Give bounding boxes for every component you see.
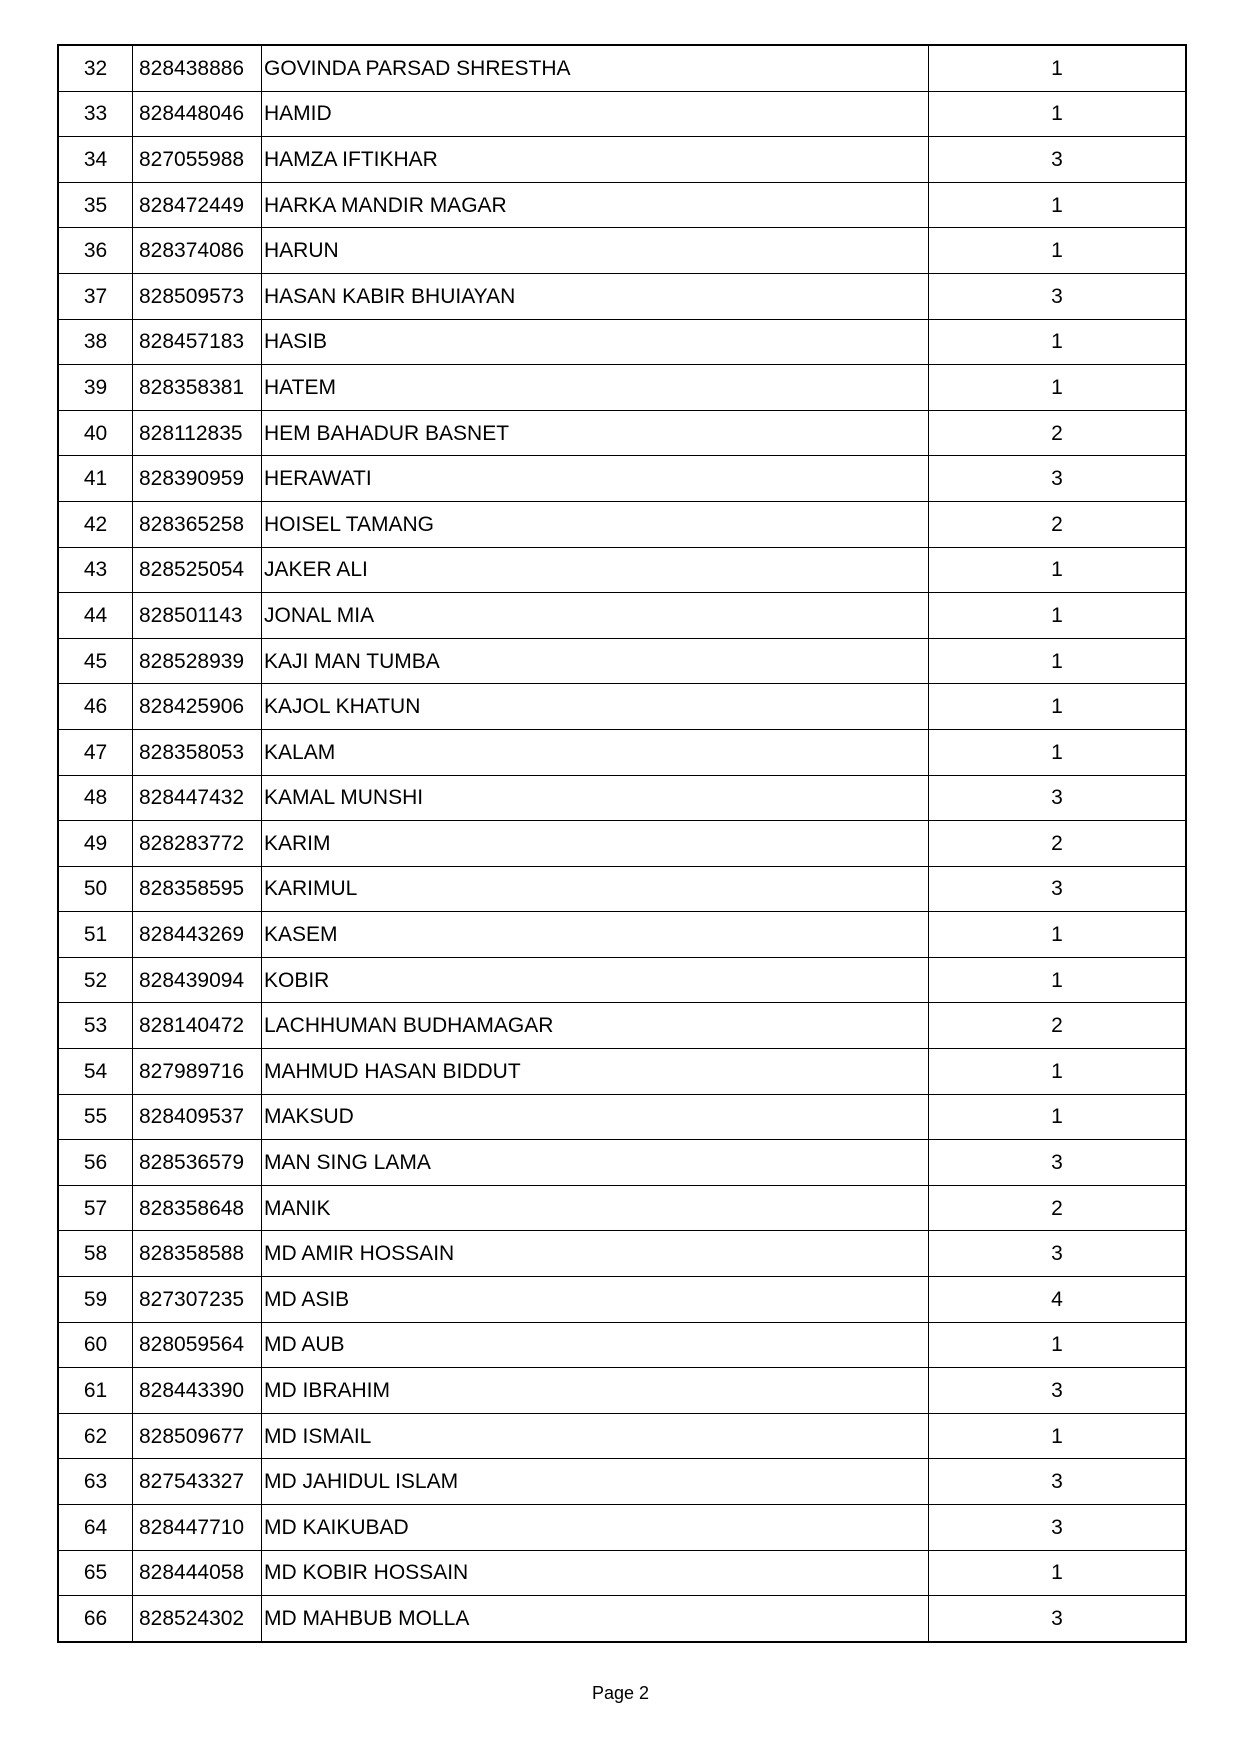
count-cell: 3 [929,137,1187,183]
person-name-cell: HARKA MANDIR MAGAR [262,182,929,228]
person-name-cell: JAKER ALI [262,547,929,593]
id-number-cell: 828358053 [133,729,262,775]
count-cell: 1 [929,684,1187,730]
table-row [58,684,1186,730]
count-cell: 2 [929,501,1187,547]
id-number-cell: 828059564 [133,1322,262,1368]
table-row [58,319,1186,365]
row-number-cell: 52 [58,957,133,1003]
id-number-cell: 828409537 [133,1094,262,1140]
page-number: Page 2 [591,1683,650,1703]
count-cell: 1 [929,182,1187,228]
id-number-cell: 828365258 [133,501,262,547]
person-name-cell: MD AUB [262,1322,929,1368]
row-number-cell: 65 [58,1550,133,1596]
person-name-cell: KASEM [262,912,929,958]
row-number-cell: 36 [58,228,133,274]
id-number-cell: 827543327 [133,1459,262,1505]
id-number-cell: 828501143 [133,593,262,639]
id-number-cell: 828536579 [133,1140,262,1186]
person-name-cell: MD KAIKUBAD [262,1505,929,1551]
person-name-cell: KALAM [262,729,929,775]
id-number-cell: 828472449 [133,182,262,228]
row-number-cell: 50 [58,866,133,912]
id-number-cell: 828439094 [133,957,262,1003]
row-number-cell: 37 [58,273,133,319]
row-number-cell: 63 [58,1459,133,1505]
person-name-cell: MAHMUD HASAN BIDDUT [262,1049,929,1095]
table-row [58,775,1186,821]
table-row [58,1185,1186,1231]
row-number-cell: 49 [58,821,133,867]
count-cell: 3 [929,1596,1187,1642]
table-row [58,1550,1186,1596]
id-number-cell: 828509573 [133,273,262,319]
row-number-cell: 41 [58,456,133,502]
row-number-cell: 33 [58,91,133,137]
person-name-cell: KAJI MAN TUMBA [262,638,929,684]
count-cell: 2 [929,410,1187,456]
id-number-cell: 828524302 [133,1596,262,1642]
id-number-cell: 828425906 [133,684,262,730]
table-row [58,593,1186,639]
count-cell: 1 [929,1049,1187,1095]
table-row [58,45,1186,91]
person-name-cell: KARIMUL [262,866,929,912]
row-number-cell: 34 [58,137,133,183]
person-name-cell: MD IBRAHIM [262,1368,929,1414]
row-number-cell: 66 [58,1596,133,1642]
table-row [58,1140,1186,1186]
person-name-cell: MAKSUD [262,1094,929,1140]
table-row [58,228,1186,274]
id-number-cell: 828443269 [133,912,262,958]
row-number-cell: 44 [58,593,133,639]
table-row [58,912,1186,958]
table-row [58,1459,1186,1505]
person-name-cell: HATEM [262,365,929,411]
table-row [58,638,1186,684]
id-number-cell: 828390959 [133,456,262,502]
count-cell: 3 [929,1505,1187,1551]
table-row [58,729,1186,775]
person-name-cell: MD ASIB [262,1277,929,1323]
count-cell: 1 [929,1322,1187,1368]
count-cell: 1 [929,729,1187,775]
count-cell: 3 [929,1231,1187,1277]
id-number-cell: 828457183 [133,319,262,365]
table-row [58,365,1186,411]
person-name-cell: MAN SING LAMA [262,1140,929,1186]
row-number-cell: 42 [58,501,133,547]
count-cell: 1 [929,547,1187,593]
table-row [58,273,1186,319]
count-cell: 2 [929,821,1187,867]
person-name-cell: GOVINDA PARSAD SHRESTHA [262,45,929,91]
row-number-cell: 53 [58,1003,133,1049]
id-number-cell: 828509677 [133,1413,262,1459]
id-number-cell: 828374086 [133,228,262,274]
count-cell: 3 [929,1368,1187,1414]
table-row [58,866,1186,912]
table-row [58,1505,1186,1551]
count-cell: 3 [929,273,1187,319]
table-row [58,1277,1186,1323]
table-row [58,501,1186,547]
person-name-cell: KARIM [262,821,929,867]
id-number-cell: 828358648 [133,1185,262,1231]
person-name-cell: HEM BAHADUR BASNET [262,410,929,456]
count-cell: 3 [929,1459,1187,1505]
count-cell: 1 [929,365,1187,411]
row-number-cell: 40 [58,410,133,456]
person-name-cell: MD KOBIR HOSSAIN [262,1550,929,1596]
person-name-cell: KOBIR [262,957,929,1003]
count-cell: 1 [929,957,1187,1003]
row-number-cell: 57 [58,1185,133,1231]
row-number-cell: 51 [58,912,133,958]
count-cell: 1 [929,1094,1187,1140]
person-name-cell: MD MAHBUB MOLLA [262,1596,929,1642]
row-number-cell: 32 [58,45,133,91]
row-number-cell: 43 [58,547,133,593]
table-row [58,410,1186,456]
table-row [58,182,1186,228]
table-row [58,1368,1186,1414]
table-row [58,821,1186,867]
id-number-cell: 828447710 [133,1505,262,1551]
id-number-cell: 828448046 [133,91,262,137]
table-row [58,1231,1186,1277]
row-number-cell: 58 [58,1231,133,1277]
id-number-cell: 828358588 [133,1231,262,1277]
count-cell: 3 [929,456,1187,502]
row-number-cell: 39 [58,365,133,411]
person-name-cell: MD AMIR HOSSAIN [262,1231,929,1277]
row-number-cell: 61 [58,1368,133,1414]
id-number-cell: 828525054 [133,547,262,593]
row-number-cell: 45 [58,638,133,684]
table-row [58,91,1186,137]
count-cell: 1 [929,1550,1187,1596]
count-cell: 1 [929,319,1187,365]
table-row [58,1322,1186,1368]
person-name-cell: MD ISMAIL [262,1413,929,1459]
table-row [58,456,1186,502]
table-row [58,1413,1186,1459]
person-name-cell: MD JAHIDUL ISLAM [262,1459,929,1505]
count-cell: 4 [929,1277,1187,1323]
table-row [58,957,1186,1003]
count-cell: 1 [929,593,1187,639]
person-name-cell: HARUN [262,228,929,274]
count-cell: 2 [929,1003,1187,1049]
count-cell: 1 [929,638,1187,684]
count-cell: 1 [929,91,1187,137]
row-number-cell: 54 [58,1049,133,1095]
id-number-cell: 828444058 [133,1550,262,1596]
count-cell: 1 [929,912,1187,958]
table-row [58,1094,1186,1140]
count-cell: 1 [929,1413,1187,1459]
row-number-cell: 60 [58,1322,133,1368]
records-table-body [58,45,1186,1642]
row-number-cell: 47 [58,729,133,775]
id-number-cell: 828438886 [133,45,262,91]
table-row [58,547,1186,593]
row-number-cell: 35 [58,182,133,228]
person-name-cell: KAMAL MUNSHI [262,775,929,821]
person-name-cell: HOISEL TAMANG [262,501,929,547]
id-number-cell: 828140472 [133,1003,262,1049]
id-number-cell: 828358381 [133,365,262,411]
row-number-cell: 46 [58,684,133,730]
id-number-cell: 828528939 [133,638,262,684]
row-number-cell: 62 [58,1413,133,1459]
person-name-cell: LACHHUMAN BUDHAMAGAR [262,1003,929,1049]
row-number-cell: 56 [58,1140,133,1186]
id-number-cell: 827307235 [133,1277,262,1323]
id-number-cell: 828447432 [133,775,262,821]
table-row [58,1049,1186,1095]
count-cell: 3 [929,1140,1187,1186]
person-name-cell: KAJOL KHATUN [262,684,929,730]
id-number-cell: 827055988 [133,137,262,183]
table-row [58,137,1186,183]
row-number-cell: 48 [58,775,133,821]
table-row [58,1003,1186,1049]
row-number-cell: 64 [58,1505,133,1551]
table-row [58,1596,1186,1642]
person-name-cell: MANIK [262,1185,929,1231]
person-name-cell: HASIB [262,319,929,365]
count-cell: 3 [929,866,1187,912]
person-name-cell: HAMID [262,91,929,137]
records-table [57,44,1187,1643]
row-number-cell: 59 [58,1277,133,1323]
count-cell: 3 [929,775,1187,821]
count-cell: 2 [929,1185,1187,1231]
row-number-cell: 38 [58,319,133,365]
id-number-cell: 828443390 [133,1368,262,1414]
person-name-cell: HERAWATI [262,456,929,502]
person-name-cell: JONAL MIA [262,593,929,639]
person-name-cell: HAMZA IFTIKHAR [262,137,929,183]
count-cell: 1 [929,45,1187,91]
row-number-cell: 55 [58,1094,133,1140]
count-cell: 1 [929,228,1187,274]
id-number-cell: 827989716 [133,1049,262,1095]
id-number-cell: 828283772 [133,821,262,867]
person-name-cell: HASAN KABIR BHUIAYAN [262,273,929,319]
id-number-cell: 828358595 [133,866,262,912]
id-number-cell: 828112835 [133,410,262,456]
